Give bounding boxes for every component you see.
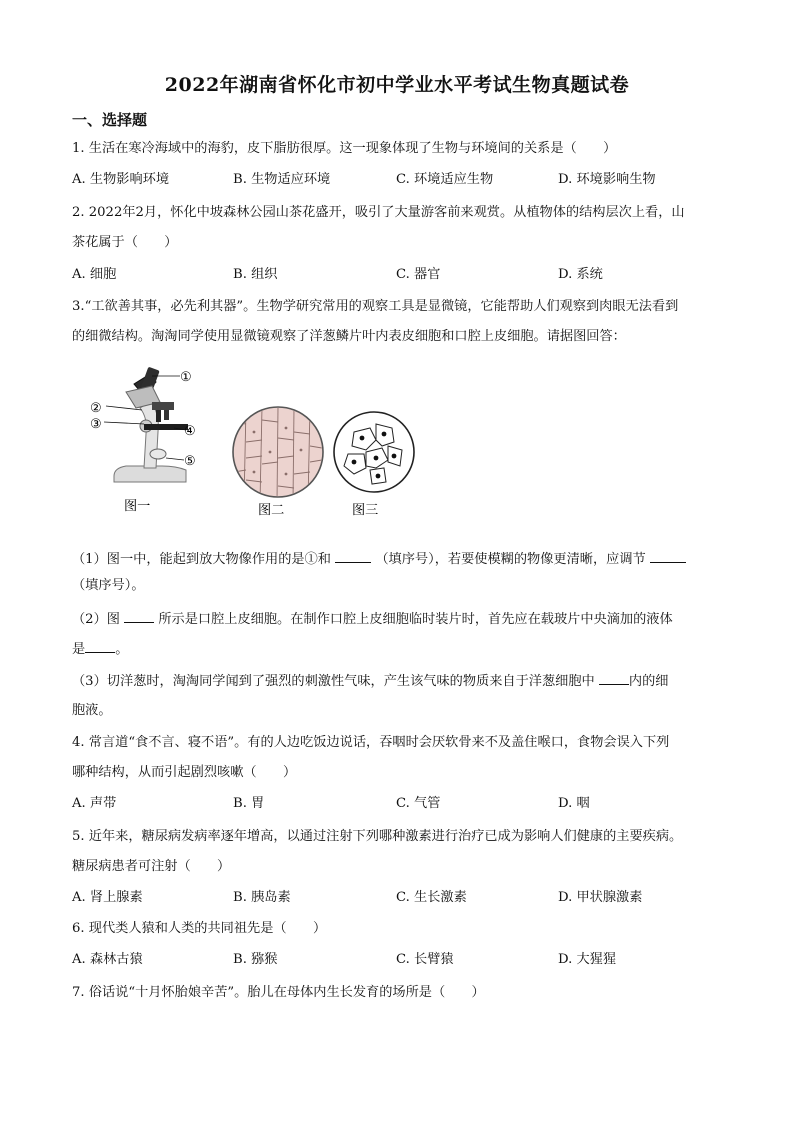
marker-1: ① — [180, 370, 192, 385]
q3-sub3-text-a: （3）切洋葱时，淘淘同学闻到了强烈的刺激性气味，产生该气味的物质来自于洋葱细胞中 — [72, 674, 595, 689]
marker-3: ③ — [90, 417, 102, 432]
question-7-stem: 7. 俗话说“十月怀胎娘辛苦”。胎儿在母体内生长发育的场所是（ ） — [72, 985, 485, 1000]
q3-sub2-text-a: （2）图 — [72, 612, 120, 627]
question-1-stem: 1. 生活在寒冷海域中的海豹，皮下脂肪很厚。这一现象体现了生物与环境间的关系是（ ） — [72, 141, 617, 156]
q3-sub2-text-b: 所示是口腔上皮细胞。在制作口腔上皮细胞临时装片时，首先应在载玻片中央滴加的液体 — [158, 612, 673, 627]
q2-option-d: D. 系统 — [558, 267, 603, 282]
q3-sub3-line1 — [72, 670, 668, 692]
q3-sub1-line2: （填序号）。 — [72, 578, 145, 593]
answer-blank[interactable] — [124, 608, 154, 623]
question-5-stem-line2: 糖尿病患者可注射（ ） — [72, 859, 231, 874]
q5-option-b: B. 胰岛素 — [233, 890, 291, 905]
answer-blank[interactable] — [650, 548, 686, 563]
q1-option-c: C. 环境适应生物 — [396, 172, 494, 187]
q4-option-d: D. 咽 — [558, 796, 590, 811]
q2-option-a: A. 细胞 — [72, 267, 117, 282]
q5-option-c: C. 生长激素 — [396, 890, 467, 905]
q3-sub2-line2 — [72, 638, 128, 660]
marker-5: ⑤ — [184, 454, 196, 469]
microscope-image — [114, 367, 188, 482]
question-2-stem-line1: 2. 2022年2月，怀化中坡森林公园山茶花盛开，吸引了大量游客前来观赏。从植物体的结构层次上看，山 — [72, 205, 685, 220]
section-heading: 一、选择题 — [72, 111, 148, 129]
page-title: 2022年湖南省怀化市初中学业水平考试生物真题试卷 — [164, 74, 630, 96]
caption-figure-3: 图三 — [352, 503, 379, 518]
question-3-stem-line2: 的细微结构。淘淘同学使用显微镜观察了洋葱鳞片叶内表皮细胞和口腔上皮细胞。请据图回答： — [72, 329, 626, 344]
q2-option-b: B. 组织 — [233, 267, 278, 282]
q2-option-c: C. 器官 — [396, 267, 441, 282]
q3-sub2-text-d: 。 — [115, 642, 129, 657]
q6-option-b: B. 猕猴 — [233, 952, 278, 967]
q1-option-a: A. 生物影响环境 — [72, 172, 170, 187]
question-4-stem-line1: 4. 常言道“食不言、寝不语”。有的人边吃饭边说话，吞咽时会厌软骨来不及盖住喉口，食物会误入下列 — [72, 735, 670, 750]
q3-sub3-line2: 胞液。 — [72, 703, 112, 718]
q3-sub2-text-c: 是 — [72, 642, 86, 657]
question-4-stem-line2: 哪种结构，从而引起剧烈咳嗽（ ） — [72, 765, 297, 780]
q3-sub3-text-b: 内的细 — [628, 674, 669, 689]
q4-option-c: C. 气管 — [396, 796, 441, 811]
q5-option-a: A. 肾上腺素 — [72, 890, 143, 905]
marker-4: ④ — [184, 424, 196, 439]
question-2-stem-line2: 茶花属于（ ） — [72, 235, 178, 250]
q4-option-a: A. 声带 — [72, 796, 117, 811]
onion-cells-image — [233, 407, 323, 502]
q1-option-d: D. 环境影响生物 — [558, 172, 656, 187]
caption-figure-2: 图二 — [258, 503, 285, 518]
question-6-stem: 6. 现代类人猿和人类的共同祖先是（ ） — [72, 921, 327, 936]
q3-sub1-text-a: （1）图一中，能起到放大物像作用的是①和 — [72, 552, 331, 567]
q3-sub2-line1 — [72, 608, 673, 630]
q6-option-c: C. 长臂猿 — [396, 952, 454, 967]
q5-option-d: D. 甲状腺激素 — [558, 890, 643, 905]
microscope-figure — [86, 362, 416, 522]
q6-option-a: A. 森林古猿 — [72, 952, 143, 967]
q6-option-d: D. 大猩猩 — [558, 952, 617, 967]
answer-blank[interactable] — [599, 670, 629, 685]
answer-blank[interactable] — [85, 638, 115, 653]
q3-sub1-line1 — [72, 548, 686, 570]
question-3-stem-line1: 3.“工欲善其事，必先利其器”。生物学研究常用的观察工具是显微镜，它能帮助人们观察到肉眼无法看到 — [72, 299, 679, 314]
q1-option-b: B. 生物适应环境 — [233, 172, 331, 187]
caption-figure-1: 图一 — [124, 499, 151, 514]
marker-2: ② — [90, 401, 102, 416]
q3-sub1-text-b: （填序号），若要使模糊的物像更清晰，应调节 — [375, 552, 646, 567]
answer-blank[interactable] — [335, 548, 371, 563]
question-5-stem-line1: 5. 近年来，糖尿病发病率逐年增高，以通过注射下列哪种激素进行治疗已成为影响人们健康的主要疾病。 — [72, 829, 683, 844]
q4-option-b: B. 胃 — [233, 796, 265, 811]
cheek-cells-image — [334, 412, 414, 492]
